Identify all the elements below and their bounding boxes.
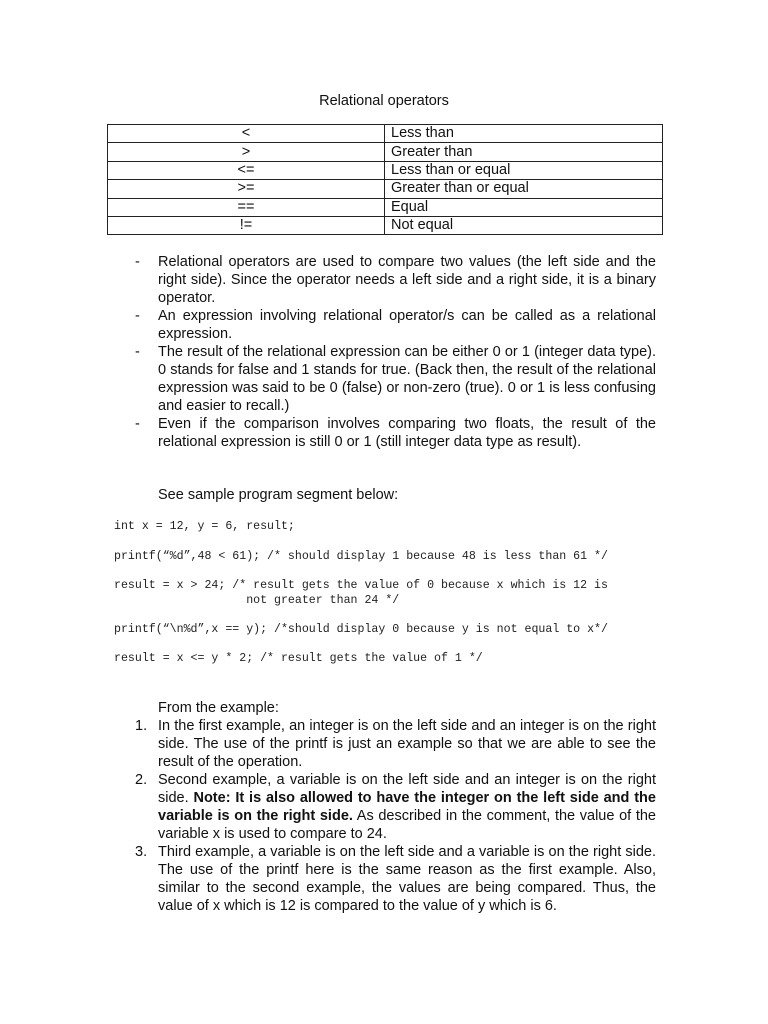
table-row bbox=[108, 216, 663, 234]
item-text: As described in the comment, the value of the variable x is used to compare to 24. bbox=[158, 808, 656, 842]
bullet-text: Relational operators are used to compare two values (the left side and the right side). Since the operator needs a left side and a right side, it is a binary operator. bbox=[158, 254, 656, 306]
operators-table bbox=[107, 124, 663, 235]
operator-symbol: <= bbox=[108, 161, 385, 179]
item-text: Second example, a variable is on the left side and an integer is on the right side. bbox=[158, 772, 656, 806]
list-item bbox=[135, 843, 656, 915]
operator-meaning: Greater than bbox=[385, 143, 663, 161]
numbered-list bbox=[135, 717, 656, 915]
operator-meaning: Less than bbox=[385, 125, 663, 143]
list-item bbox=[135, 307, 656, 343]
list-item bbox=[135, 343, 656, 415]
table-row bbox=[108, 198, 663, 216]
code-line: result = x > 24; /* result gets the value of 0 because x which is 12 is not greater than 24 */ bbox=[114, 579, 608, 607]
item-number: 1. bbox=[135, 718, 148, 734]
bullet-text: An expression involving relational operator/s can be called as a relational expression. bbox=[158, 308, 656, 342]
list-item bbox=[135, 771, 656, 843]
item-text: In the first example, an integer is on the left side and an integer is on the right side. The use of the printf is just an example so that we are able to see the result of the operation. bbox=[158, 718, 656, 770]
operator-meaning: Equal bbox=[385, 198, 663, 216]
item-text: Third example, a variable is on the left side and a variable is on the right side. The use of the printf here is the same reason as the first example. Also, similar to the second example, the values are being compared. Thus, the value of x which is 12 is compared to the value of y which is 6. bbox=[158, 844, 656, 914]
operator-symbol: >= bbox=[108, 180, 385, 198]
list-item bbox=[135, 717, 656, 771]
item-number: 2. bbox=[135, 772, 148, 788]
bullet-dash: - bbox=[135, 416, 140, 432]
code-line: printf(“%d”,48 < 61); /* should display 1 because 48 is less than 61 */ bbox=[114, 550, 608, 563]
bullet-dash: - bbox=[135, 254, 140, 270]
operator-symbol: < bbox=[108, 125, 385, 143]
code-line: result = x <= y * 2; /* result gets the value of 1 */ bbox=[114, 652, 483, 665]
bullet-text: The result of the relational expression can be either 0 or 1 (integer data type). 0 stands for false and 1 stands for true. (Back then, the result of the relational expression was said to be 0 (false) or non-zero (true). 0 or 1 is less confusing and easier to recall.) bbox=[158, 344, 656, 414]
list-item bbox=[135, 415, 656, 451]
page-title: Relational operators bbox=[319, 93, 449, 109]
operator-symbol: != bbox=[108, 216, 385, 234]
code-line: printf(“\n%d”,x == y); /*should display 0 because y is not equal to x*/ bbox=[114, 623, 608, 636]
table-row bbox=[108, 143, 663, 161]
operator-symbol: > bbox=[108, 143, 385, 161]
operator-meaning: Less than or equal bbox=[385, 161, 663, 179]
operator-meaning: Greater than or equal bbox=[385, 180, 663, 198]
from-example-heading: From the example: bbox=[158, 700, 279, 716]
bullet-list bbox=[135, 253, 656, 451]
table-row bbox=[108, 125, 663, 143]
operator-meaning: Not equal bbox=[385, 216, 663, 234]
table-row bbox=[108, 161, 663, 179]
operator-symbol: == bbox=[108, 198, 385, 216]
bullet-dash: - bbox=[135, 308, 140, 324]
bullet-dash: - bbox=[135, 344, 140, 360]
bullet-text: Even if the comparison involves comparing two floats, the result of the relational expression is still 0 or 1 (still integer data type as result). bbox=[158, 416, 656, 450]
code-line: int x = 12, y = 6, result; bbox=[114, 520, 295, 533]
table-row bbox=[108, 180, 663, 198]
list-item bbox=[135, 253, 656, 307]
item-number: 3. bbox=[135, 844, 148, 860]
item-note-bold: Note: It is also allowed to have the integer on the left side and the variable is on the right side. bbox=[158, 790, 656, 824]
sample-intro-text: See sample program segment below: bbox=[158, 487, 399, 503]
